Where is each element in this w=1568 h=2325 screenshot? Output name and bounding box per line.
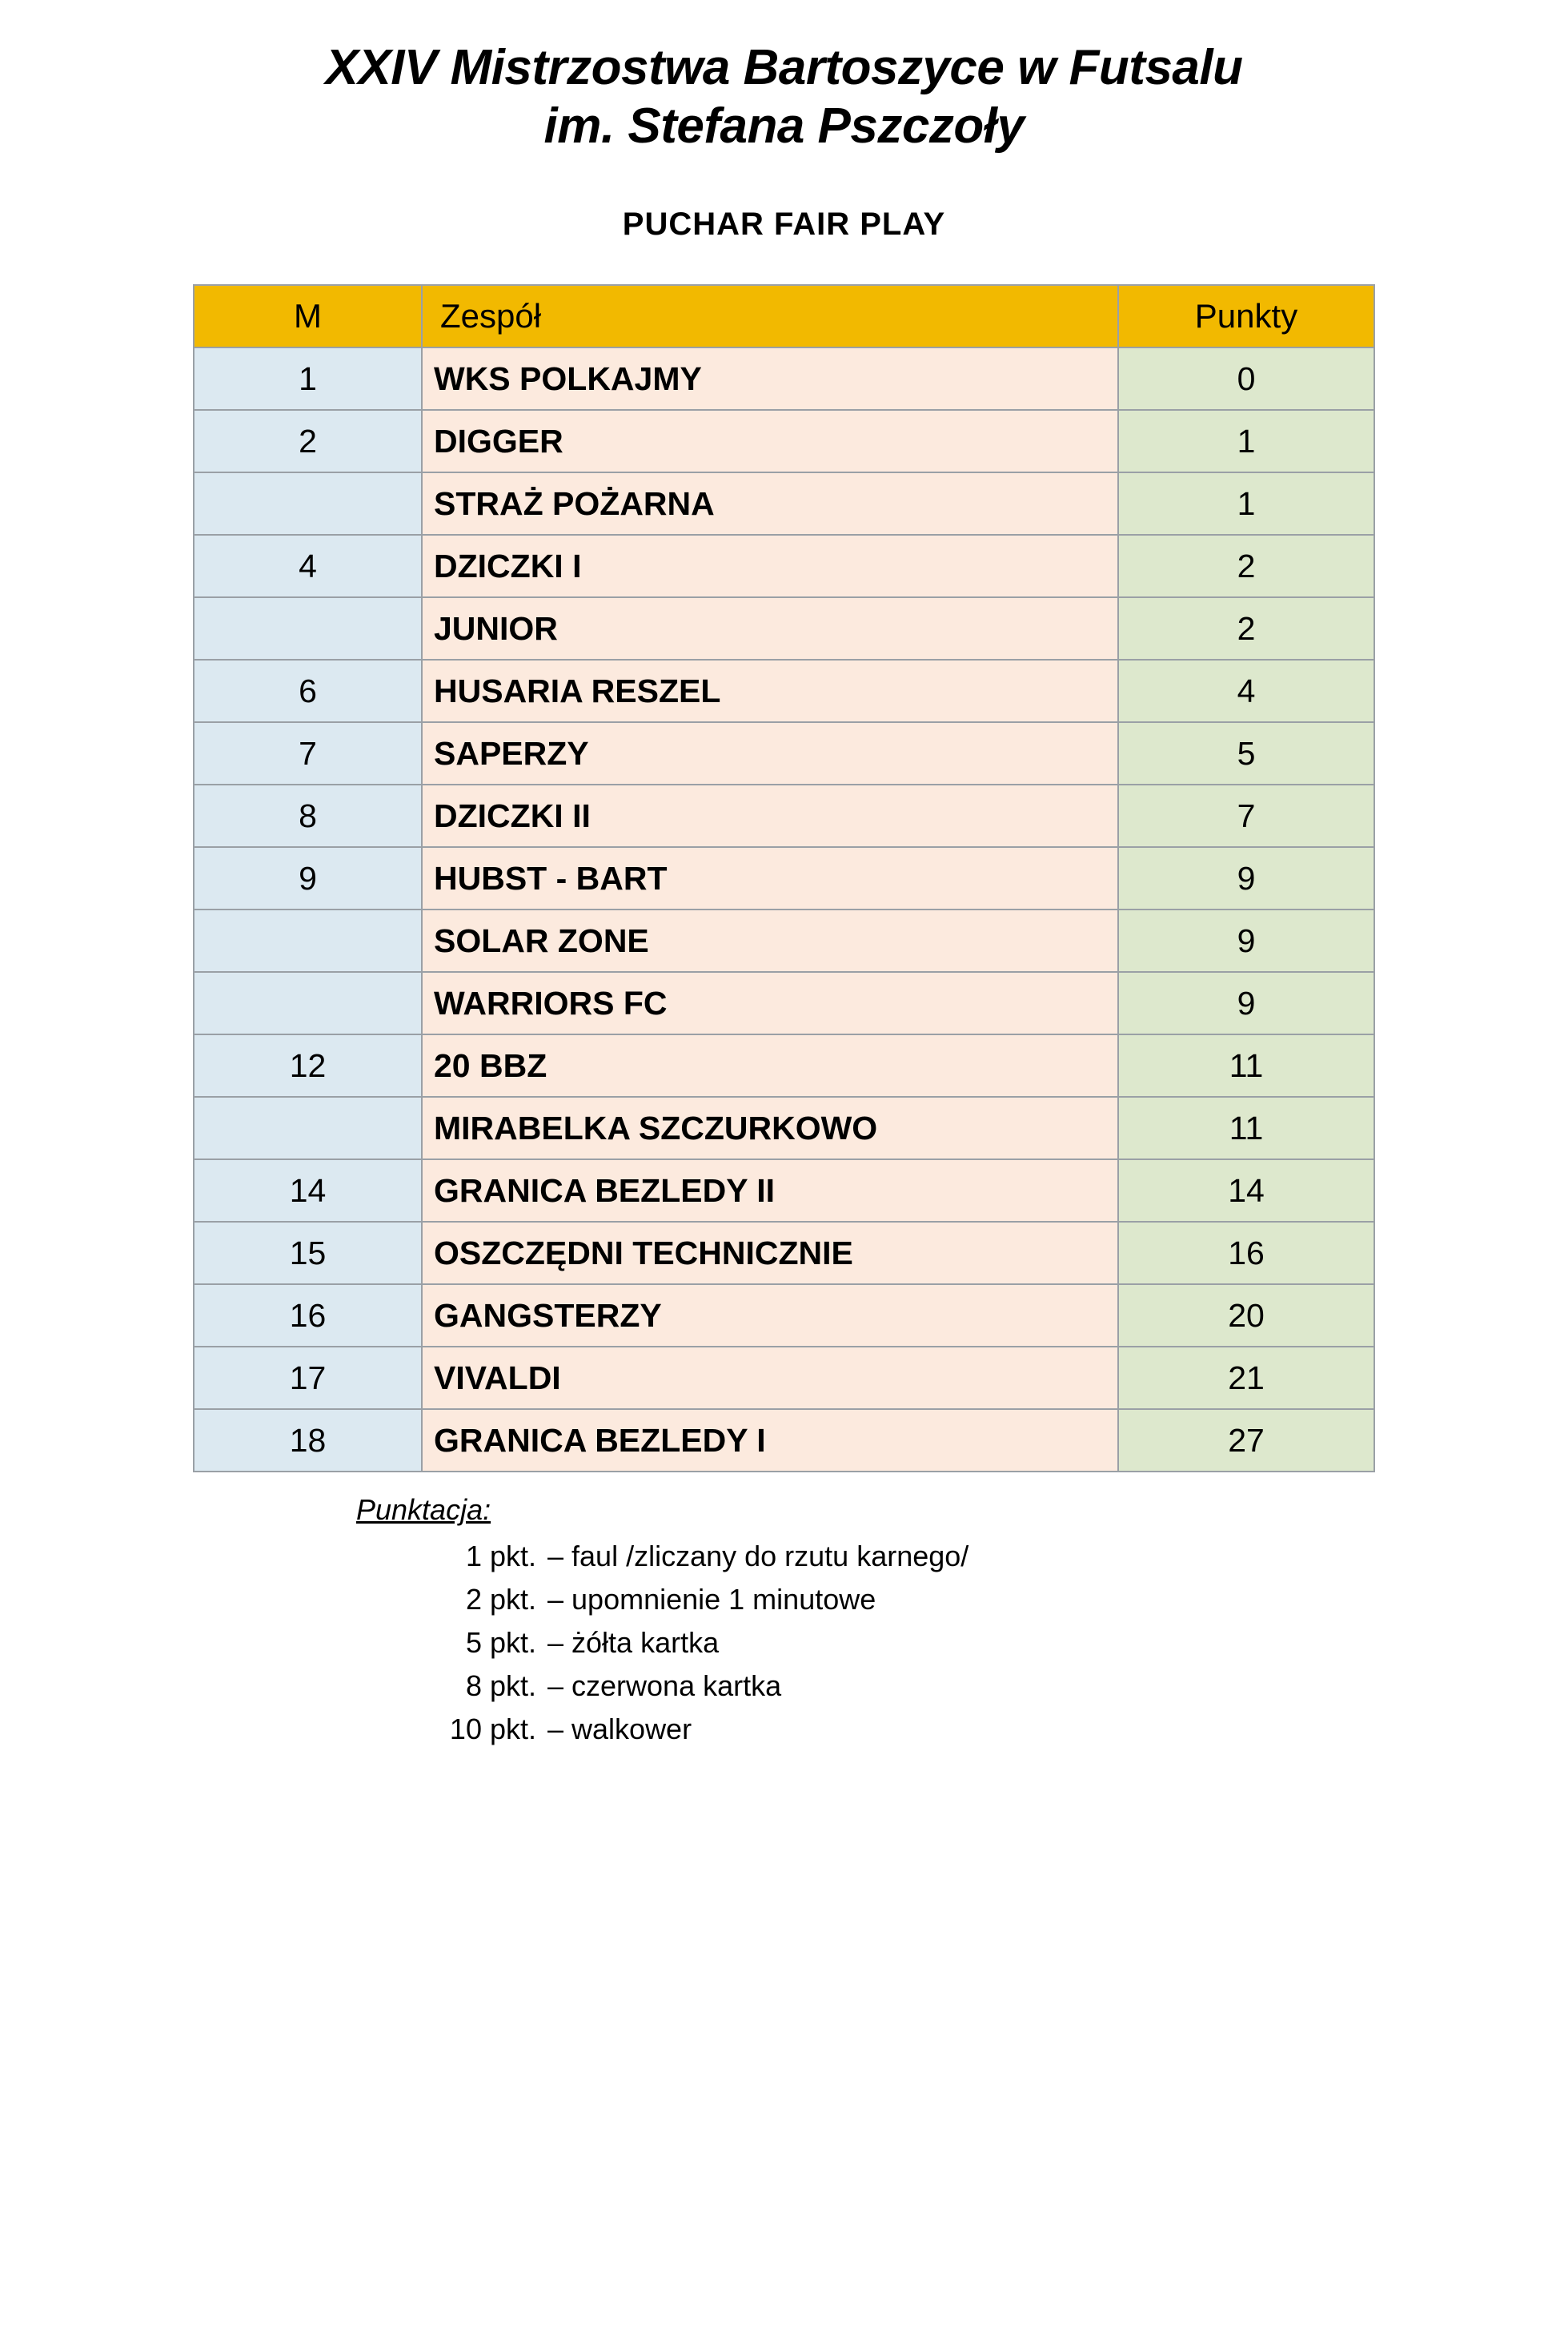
scoring-note-key: 2 pkt. — [465, 1583, 536, 1616]
cell-points: 2 — [1118, 597, 1374, 660]
scoring-note-value: – czerwona kartka — [547, 1669, 782, 1703]
cell-position — [194, 472, 422, 535]
column-header-position: M — [194, 285, 422, 347]
cell-points: 5 — [1118, 722, 1374, 785]
table-row — [194, 1159, 1374, 1222]
cell-points: 14 — [1118, 1159, 1374, 1222]
cell-team: SAPERZY — [422, 722, 1118, 785]
cell-position: 6 — [194, 660, 422, 722]
table-row — [194, 472, 1374, 535]
cell-team: WARRIORS FC — [422, 972, 1118, 1034]
cell-points: 16 — [1118, 1222, 1374, 1284]
cell-team: DZICZKI II — [422, 785, 1118, 847]
cell-team: GANGSTERZY — [422, 1284, 1118, 1347]
scoring-notes — [0, 1493, 1568, 1751]
table-header — [194, 285, 1374, 347]
cell-team: STRAŻ POŻARNA — [422, 472, 1118, 535]
scoring-note-item — [356, 1664, 1568, 1708]
scoring-note-value: – walkower — [547, 1713, 692, 1746]
cell-team: SOLAR ZONE — [422, 910, 1118, 972]
cell-team: JUNIOR — [422, 597, 1118, 660]
table-row — [194, 722, 1374, 785]
cell-points: 21 — [1118, 1347, 1374, 1409]
page-title — [0, 38, 1568, 155]
scoring-note-key: 8 pkt. — [465, 1669, 536, 1703]
cell-team: GRANICA BEZLEDY I — [422, 1409, 1118, 1472]
scoring-note-item — [356, 1708, 1568, 1751]
cell-team: MIRABELKA SZCZURKOWO — [422, 1097, 1118, 1159]
cell-position: 7 — [194, 722, 422, 785]
title-line-2: im. Stefana Pszczoły — [543, 98, 1025, 155]
scoring-note-item — [356, 1535, 1568, 1578]
table-row — [194, 1034, 1374, 1097]
cell-points: 20 — [1118, 1284, 1374, 1347]
cell-team: WKS POLKAJMY — [422, 347, 1118, 410]
table-row — [194, 972, 1374, 1034]
cell-position — [194, 1097, 422, 1159]
scoring-note-key: 5 pkt. — [465, 1626, 536, 1660]
cell-points: 0 — [1118, 347, 1374, 410]
cell-position: 14 — [194, 1159, 422, 1222]
cell-points: 4 — [1118, 660, 1374, 722]
table-row — [194, 535, 1374, 597]
cell-position — [194, 972, 422, 1034]
scoring-note-value: – upomnienie 1 minutowe — [547, 1583, 876, 1616]
title-line-1: XXIV Mistrzostwa Bartoszyce w Futsalu — [325, 40, 1243, 95]
cell-points: 27 — [1118, 1409, 1374, 1472]
cell-points: 9 — [1118, 847, 1374, 910]
table-row — [194, 910, 1374, 972]
table-row — [194, 1347, 1374, 1409]
cell-points: 9 — [1118, 910, 1374, 972]
table-row — [194, 410, 1374, 472]
cell-team: HUSARIA RESZEL — [422, 660, 1118, 722]
cell-position: 16 — [194, 1284, 422, 1347]
page-subtitle: PUCHAR FAIR PLAY — [622, 207, 946, 243]
scoring-notes-title: Punktacja: — [356, 1493, 491, 1527]
table-row — [194, 1409, 1374, 1472]
cell-points: 7 — [1118, 785, 1374, 847]
table-row — [194, 1097, 1374, 1159]
cell-team: DIGGER — [422, 410, 1118, 472]
cell-team: 20 BBZ — [422, 1034, 1118, 1097]
cell-position: 17 — [194, 1347, 422, 1409]
cell-team: DZICZKI I — [422, 535, 1118, 597]
cell-points: 1 — [1118, 472, 1374, 535]
cell-points: 9 — [1118, 972, 1374, 1034]
cell-position — [194, 597, 422, 660]
table-row — [194, 347, 1374, 410]
table-row — [194, 660, 1374, 722]
scoring-note-value: – faul /zliczany do rzutu karnego/ — [547, 1540, 969, 1573]
table-row — [194, 847, 1374, 910]
column-header-team: Zespół — [422, 285, 1118, 347]
cell-points: 1 — [1118, 410, 1374, 472]
cell-team: VIVALDI — [422, 1347, 1118, 1409]
cell-position: 1 — [194, 347, 422, 410]
table-row — [194, 597, 1374, 660]
cell-points: 11 — [1118, 1034, 1374, 1097]
scoring-note-key: 10 pkt. — [449, 1713, 536, 1746]
table-row — [194, 1284, 1374, 1347]
scoring-note-item — [356, 1621, 1568, 1664]
cell-position: 12 — [194, 1034, 422, 1097]
standings-table — [193, 284, 1375, 1472]
standings-table-container — [0, 284, 1568, 1472]
scoring-note-value: – żółta kartka — [547, 1626, 720, 1660]
cell-position: 18 — [194, 1409, 422, 1472]
cell-team: GRANICA BEZLEDY II — [422, 1159, 1118, 1222]
cell-position: 2 — [194, 410, 422, 472]
cell-position: 15 — [194, 1222, 422, 1284]
table-row — [194, 1222, 1374, 1284]
cell-points: 2 — [1118, 535, 1374, 597]
table-header-row — [194, 285, 1374, 347]
cell-team: HUBST - BART — [422, 847, 1118, 910]
cell-position: 4 — [194, 535, 422, 597]
table-body — [194, 347, 1374, 1472]
scoring-note-item — [356, 1578, 1568, 1621]
cell-team: OSZCZĘDNI TECHNICZNIE — [422, 1222, 1118, 1284]
cell-position — [194, 910, 422, 972]
column-header-points: Punkty — [1118, 285, 1374, 347]
scoring-notes-list — [356, 1535, 1568, 1751]
cell-points: 11 — [1118, 1097, 1374, 1159]
cell-position: 9 — [194, 847, 422, 910]
scoring-note-key: 1 pkt. — [465, 1540, 536, 1573]
cell-position: 8 — [194, 785, 422, 847]
table-row — [194, 785, 1374, 847]
